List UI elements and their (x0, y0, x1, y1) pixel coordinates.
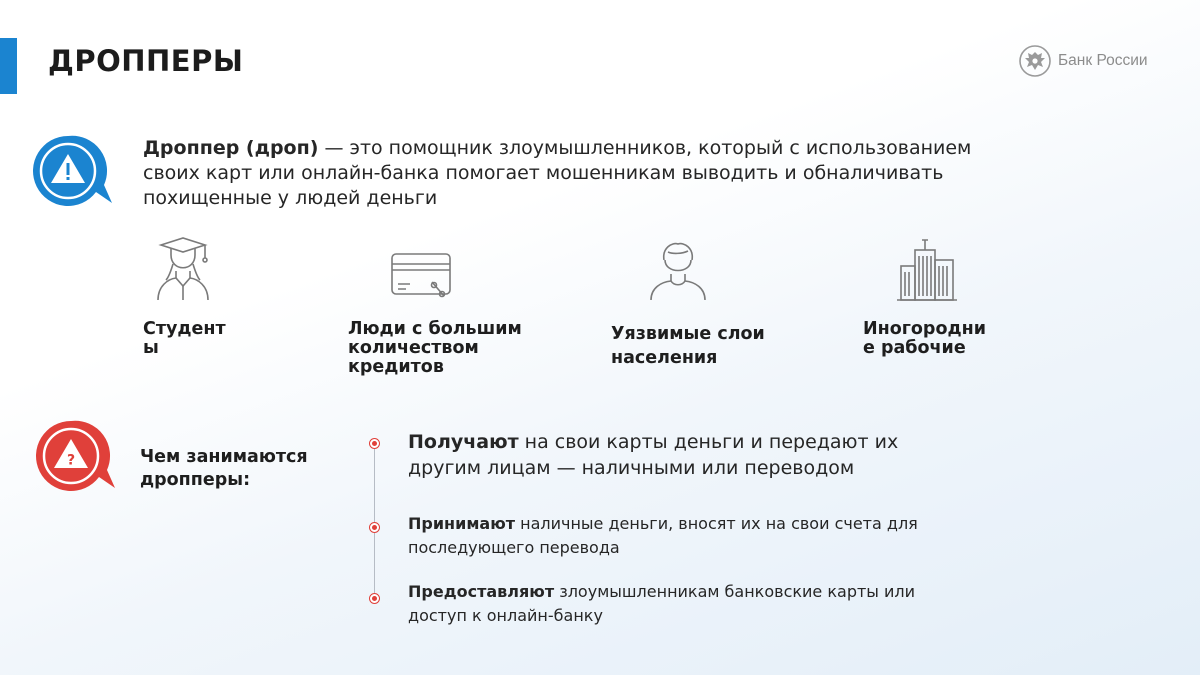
alert-bubble-icon (30, 133, 116, 209)
definition-text: — это помощник злоумышленников, который с использованием своих карт или онлайн-банка помогает мошенникам выводить и обналичивать похищенные у людей деньги (143, 137, 972, 209)
activity-item-provide: Предоставляют злоумышленникам банковские карты или доступ к онлайн-банку (408, 582, 916, 625)
timeline-dot (369, 438, 380, 449)
category-label-borrowers: Люди с большим количеством кредитов (348, 319, 522, 377)
svg-text:?: ? (66, 452, 76, 469)
activities-heading: Чем занимаются дропперы: (140, 447, 308, 490)
timeline-dot (369, 593, 380, 604)
category-label-migrant-workers: Иногородни е рабочие (863, 319, 986, 358)
question-bubble-icon (33, 418, 119, 494)
definition-term: Дроппер (дроп) (143, 137, 319, 159)
title-accent-bar (0, 38, 17, 94)
activity-item-accept: Принимают наличные деньги, вносят их на свои счета для последующего перевода (408, 514, 918, 557)
category-label-vulnerable: Уязвимые слои населения (611, 324, 765, 368)
activity-item-receive: Получают на свои карты деньги и передают их другим лицам — наличными или переводом (408, 431, 899, 479)
elderly-person-icon (648, 240, 708, 302)
graduate-student-icon (154, 236, 212, 302)
credit-card-percent-icon (390, 252, 454, 304)
eagle-emblem-icon (1019, 45, 1051, 77)
dropper-definition (143, 136, 1023, 211)
category-label-students: Студент ы (143, 319, 226, 358)
bank-logo-text: Банк России (1058, 52, 1148, 69)
bank-logo (1019, 45, 1148, 77)
slide-title: ДРОППЕРЫ (48, 44, 244, 78)
timeline-dot (369, 522, 380, 533)
office-buildings-icon (895, 236, 959, 302)
